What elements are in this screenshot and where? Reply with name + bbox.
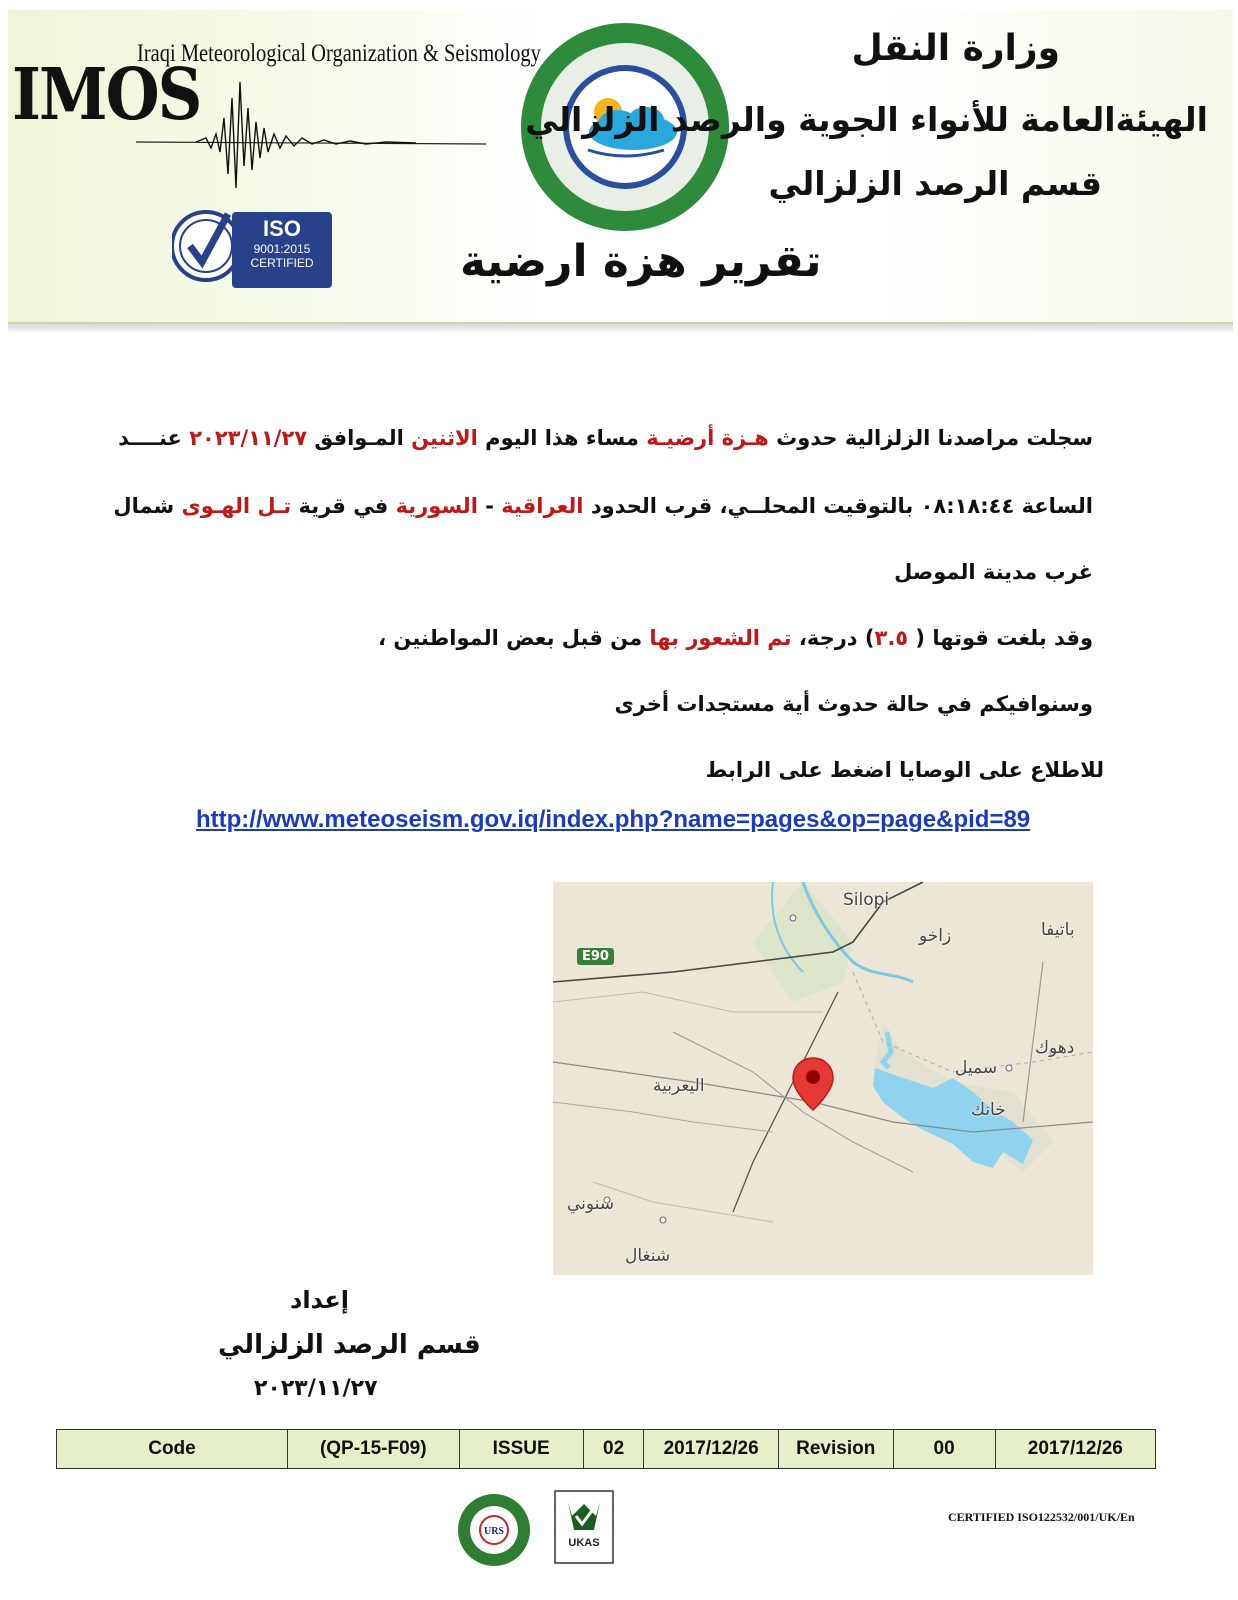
highlight-village: تـل الهـوى — [181, 494, 292, 518]
ukas-logo — [554, 1490, 614, 1564]
map-label-zakho: زاخو — [919, 926, 952, 946]
text-segment: وقد بلغت قوتها ( — [908, 626, 1093, 650]
body-line-6: للاطلاع على الوصايا اضغط على الرابط — [705, 758, 1104, 782]
text-segment: شمال — [113, 494, 182, 518]
body-line-2 — [113, 494, 1093, 518]
map-label-silopi: Silopi — [843, 890, 890, 910]
map-label-sinuni: سنوني — [567, 1194, 615, 1214]
text-segment: من قبل بعض المواطنين ، — [378, 626, 650, 650]
table-row — [57, 1430, 1156, 1469]
map-label-khanik: خانك — [971, 1100, 1006, 1120]
prepared-by-label: إعداد — [290, 1286, 350, 1314]
text-segment: سجلت مراصدنا الزلزالية حدوث — [768, 426, 1093, 450]
highlight-day: الاثنين — [411, 426, 478, 450]
highlight-syrian: السورية — [395, 494, 478, 518]
body-line-5: وسنوافيكم في حالة حدوث أية مستجدات أخرى — [614, 692, 1093, 716]
epicenter-pin-icon[interactable] — [791, 1056, 835, 1112]
highlight-magnitude: ٣.٥ — [874, 626, 909, 650]
iso-standard: 9001:2015 — [253, 242, 311, 256]
table-cell: 2017/12/26 — [644, 1430, 779, 1469]
body-line-1 — [118, 426, 1093, 450]
org-name-english: Iraqi Meteorological Organization & Seismology — [137, 40, 541, 67]
signature-date: ٢٠٢٣/١١/٢٧ — [254, 1376, 378, 1401]
map-label-batifa: باتيفا — [1041, 920, 1075, 940]
ministry-name: وزارة النقل — [851, 28, 1060, 69]
urs-text: URS — [483, 1526, 505, 1537]
table-cell: Code — [57, 1430, 288, 1469]
header-divider — [8, 324, 1233, 334]
highlight-felt: تم الشعور بها — [649, 626, 792, 650]
highlight-event: هـزة أرضيـة — [646, 426, 769, 450]
seismogram-icon — [136, 78, 488, 198]
epicenter-map[interactable] — [553, 882, 1093, 1275]
iso-certified: CERTIFIED — [250, 256, 314, 270]
table-cell: ISSUE — [459, 1430, 583, 1469]
text-segment: عنــــد — [118, 426, 190, 450]
document-code-table — [56, 1429, 1156, 1469]
table-cell: 2017/12/26 — [995, 1430, 1155, 1469]
table-cell: 00 — [893, 1430, 995, 1469]
text-segment: مساء هذا اليوم — [477, 426, 647, 450]
report-title: تقرير هزة ارضية — [460, 236, 822, 287]
table-cell: Revision — [778, 1430, 893, 1469]
table-cell: 02 — [583, 1430, 644, 1469]
body-line-4 — [378, 626, 1093, 650]
map-label-e90: E90 — [577, 948, 614, 965]
recommendations-link[interactable]: http://www.meteoseism.gov.iq/index.php?name=pages&op=page&pid=89 — [196, 806, 1031, 833]
certification-number: CERTIFIED ISO122532/001/UK/En — [948, 1510, 1135, 1524]
highlight-date: ٢٠٢٣/١١/٢٧ — [189, 426, 308, 450]
text-segment: في قرية — [291, 494, 396, 518]
map-label-duhok: دهوك — [1035, 1038, 1075, 1058]
signature-department: قسم الرصد الزلزالي — [218, 1330, 481, 1360]
iso-certified-badge — [232, 212, 332, 288]
map-label-yarubiya: اليعربية — [653, 1076, 705, 1096]
text-segment: الساعة ٠٨:١٨:٤٤ بالتوقيت المحلــي، قرب الحدود — [583, 494, 1093, 518]
text-segment: - — [477, 494, 502, 518]
ukas-text: UKAS — [568, 1537, 600, 1549]
iso-main: ISO — [263, 216, 301, 241]
body-line-3: غرب مدينة الموصل — [894, 560, 1093, 584]
department-name: قسم الرصد الزلزالي — [768, 164, 1102, 203]
urs-registrar-logo — [456, 1492, 532, 1568]
authority-name: الهيئةالعامة للأنواء الجوية والرصد الزلزالي — [525, 100, 1208, 139]
table-cell: (QP-15-F09) — [287, 1430, 459, 1469]
imos-logo: IMOS — [12, 52, 201, 137]
map-label-simel: سميل — [955, 1058, 998, 1078]
text-segment: المـوافق — [307, 426, 412, 450]
text-segment: ) درجة، — [791, 626, 875, 650]
highlight-iraqi: العراقية — [501, 494, 584, 518]
map-label-shingal: شنغال — [625, 1246, 671, 1266]
